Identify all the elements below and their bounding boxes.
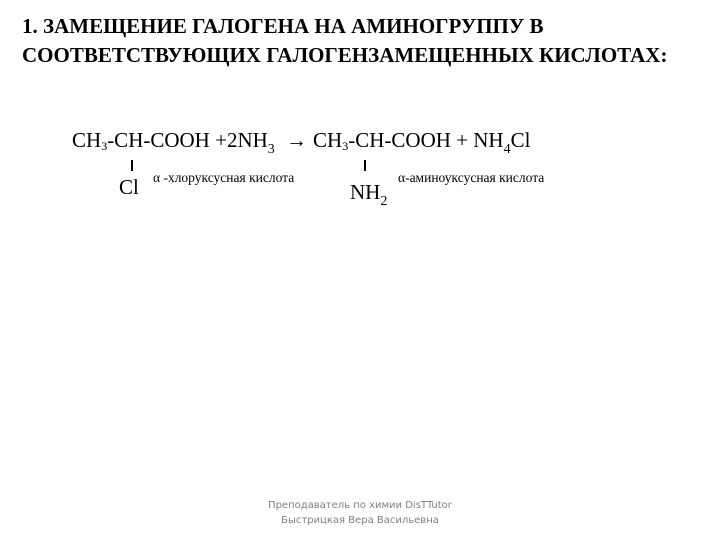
ammonium-chloride-end: Cl [510, 128, 531, 152]
product-ch: CH [313, 128, 343, 152]
amino-substituent [350, 180, 387, 214]
chlorine-bond [131, 160, 133, 171]
ammonium-subscript: 4 [503, 142, 511, 157]
amino-subscript: 2 [380, 194, 388, 209]
reactant-chain: -CH-COOH [107, 128, 210, 152]
reaction-arrow-icon: → [286, 128, 308, 152]
product-ch-subscript: 3 [342, 139, 349, 153]
reactant-ch-subscript: 3 [101, 139, 108, 153]
reactant-name: α -хлоруксусная кислота [153, 170, 295, 185]
chlorine-substituent: Cl [119, 175, 139, 199]
footer-line-1: Преподаватель по химии DisTTutor [268, 500, 452, 511]
reaction-equation [72, 128, 530, 162]
amino-nh: NH [350, 180, 381, 204]
product-name: α-аминоуксусная кислота [398, 170, 545, 185]
product-chain: -CH-COOH [348, 128, 451, 152]
footer-line-2: Быстрицкая Вера Васильевна [281, 515, 439, 526]
amino-bond [364, 160, 366, 171]
reactant-ch: CH [72, 128, 102, 152]
ammonium-chloride: + NH [450, 128, 504, 152]
ammonia-subscript: 3 [267, 142, 275, 157]
ammonia-reagent: +2NH [209, 128, 268, 152]
slide-title: 1. ЗАМЕЩЕНИЕ ГАЛОГЕНА НА АМИНОГРУППУ В СООТВЕТСТВУЮЩИХ ГАЛОГЕНЗАМЕЩЕННЫХ КИСЛОТАХ: [22, 14, 668, 67]
